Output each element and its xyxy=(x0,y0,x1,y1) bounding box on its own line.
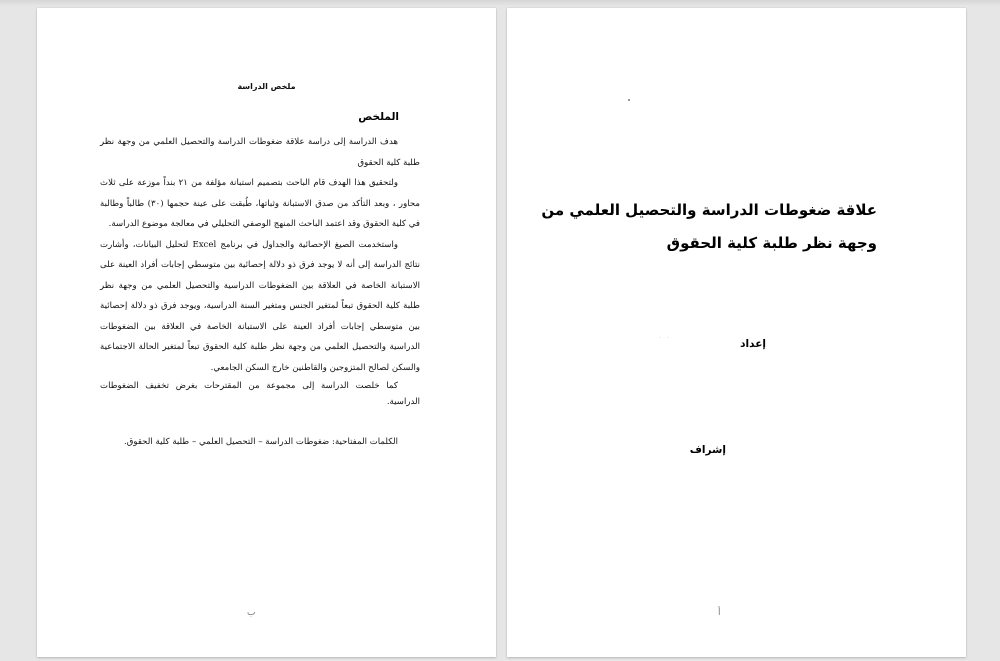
page-number: أ xyxy=(718,608,721,618)
supervised-by-label: إشراف xyxy=(689,444,726,456)
page-number: ب xyxy=(247,608,256,618)
abstract-body xyxy=(100,132,420,453)
faint-marks: · · xyxy=(659,335,671,342)
abstract-heading: الملخص xyxy=(358,111,399,123)
stray-mark xyxy=(628,99,630,101)
prepared-by-label: إعداد xyxy=(740,338,766,350)
page-abstract xyxy=(37,8,496,657)
running-header: ملخص الدراسة xyxy=(237,82,296,91)
abstract-paragraph: ولتحقيق هذا الهدف قام الباحث بتصميم استبانة مؤلفة من ٢١ بنداً موزعة على ثلاث محاور ، وبعد التأكد من صدق الاستبانة وثباتها، طُبقت على عينة حجمها (٣٠) طالباً وطالبة في كلية الحقوق وقد اعتمد الباحث المنهج الوصفي التحليلي في معالجة موضوع الدراسة. xyxy=(100,178,420,229)
keywords: الكلمات المفتاحية: ضغوطات الدراسة – التحصيل العلمي – طلبة كلية الحقوق. xyxy=(123,437,398,447)
abstract-paragraph: واستخدمت الصيغ الإحصائية والجداول في برنامج Excel لتحليل البيانات، وأشارت نتائج الدراسة إلى أنه لا يوجد فرق ذو دلالة إحصائية بين متوسطي إجابات أفراد العينة على الاستبانة الخاصة في العلاقة بين الضغوطات الدراسية والتحصيل العلمي من وجهة نظر طلبة كلية الحقوق تبعاً لمتغير الجنس ومتغير السنة الدراسية، ويوجد فرق ذو دلالة إحصائية بين متوسطي إجابات أفراد العينة على الاستبانة الخاصة في العلاقة بين الضغوطات الدراسية والتحصيل العلمي من وجهة نظر طلبة كلية الحقوق تبعاً لمتغير الحالة الاجتماعية والسكن لصالح المتزوجين والقاطنين خارج السكن الجامعي. xyxy=(100,239,420,373)
abstract-paragraph: هدف الدراسة إلى دراسة علاقة ضغوطات الدراسة والتحصيل العلمي من وجهة نظر طلبة كلية الحقوق xyxy=(100,137,420,168)
thesis-title: علاقة ضغوطات الدراسة والتحصيل العلمي من وجهة نظر طلبة كلية الحقوق xyxy=(541,201,877,252)
abstract-paragraph: كما خلصت الدراسة إلى مجموعة من المقترحات بغرض تخفيف الضغوطات الدراسية. xyxy=(100,381,420,407)
page-title-page xyxy=(507,8,966,657)
